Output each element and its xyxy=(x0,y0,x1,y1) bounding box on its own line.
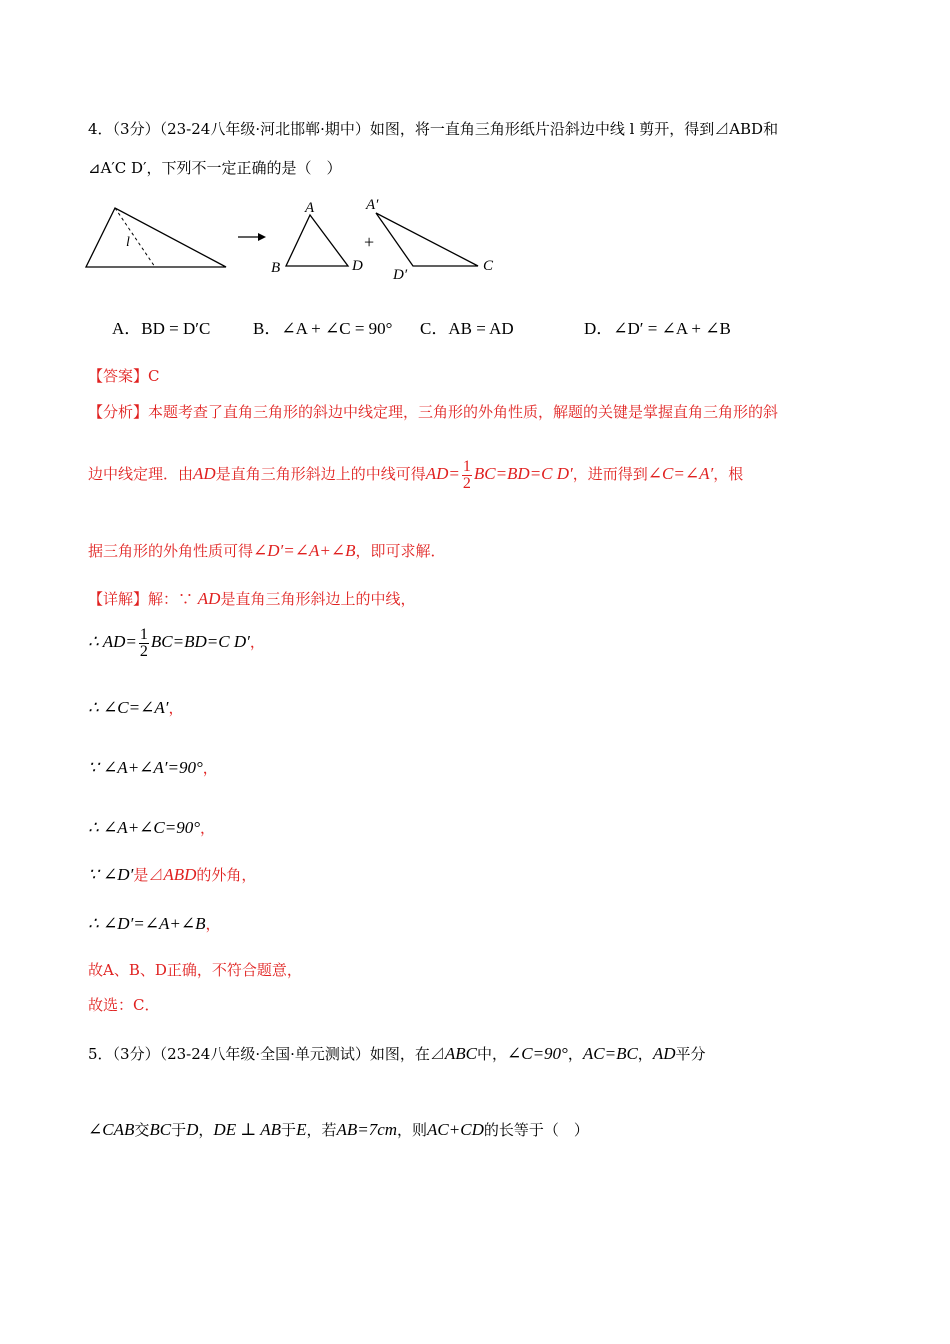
label-b: B xyxy=(271,260,281,276)
q5-line2: ∠CAB交BC于D，DE ⊥ AB于E，若AB=7cm，则AC+CD的长等于（ ） xyxy=(88,1120,589,1139)
label-l: l xyxy=(126,235,130,250)
q4-detail-line4: ∵ ∠A+∠A′=90°， xyxy=(88,758,218,777)
fraction-half: $\frac{1}{2}$ xyxy=(462,457,471,492)
original-triangle xyxy=(86,208,226,267)
q4-analysis-line3: 据三角形的外角性质可得∠D′=∠A+∠B，即可求解． xyxy=(88,541,446,560)
q4-analysis-line1: 【分析】本题考查了直角三角形的斜边中线定理，三角形的外角性质，解题的关键是掌握直角三角形的斜 xyxy=(88,403,779,421)
label-a-prime: A′ xyxy=(366,197,379,213)
q4-option-a[interactable]: A．BD = D′C xyxy=(112,319,211,338)
q4-stem-line2: ⊿A′C D′，下列不一定正确的是（ ） xyxy=(88,159,342,177)
q4-detail-line2: ∴ AD= $\frac{1}{2}$ BC=BD=C D′， xyxy=(88,625,265,660)
q4-option-d[interactable]: D．∠D′ = ∠A + ∠B xyxy=(584,319,731,338)
q4-detail-line5: ∴ ∠A+∠C=90°， xyxy=(88,818,216,837)
q4-stem-line1: 4．（3分）（23-24八年级·河北邯郸·期中）如图，将一直角三角形纸片沿斜边中线 l 剪开，得到⊿ABD和 xyxy=(88,120,779,138)
q4-detail-line1: 【详解】解：∵ AD是直角三角形斜边上的中线， xyxy=(88,589,416,608)
triangle-abd xyxy=(286,215,348,266)
q5-line1: 5．（3分）（23-24八年级·全国·单元测试）如图，在⊿ABC中，∠C=90°，AC=BC，AD平分 xyxy=(88,1044,706,1063)
median-line-l xyxy=(115,208,155,267)
q4-answer: 【答案】C xyxy=(88,367,160,385)
triangle-adc xyxy=(376,213,478,266)
q4-analysis-line2: 边中线定理．由AD是直角三角形斜边上的中线可得AD= $\frac{1}{2}$ BC=BD=C D′，进而得到∠C=∠A′，根 xyxy=(88,457,744,492)
q4-figure xyxy=(80,190,510,290)
label-c: C xyxy=(483,258,494,274)
label-d: D xyxy=(352,258,363,274)
plus-sign: + xyxy=(364,232,375,252)
q4-detail-line7: ∴ ∠D′=∠A+∠B， xyxy=(88,914,221,933)
q4-option-c[interactable]: C．AB = AD xyxy=(420,319,514,338)
q4-option-b[interactable]: B．∠A + ∠C = 90° xyxy=(253,319,393,338)
q4-detail-line6: ∵ ∠D′是⊿ABD的外角， xyxy=(88,865,257,884)
label-a: A xyxy=(305,200,315,216)
q4-detail-line3: ∴ ∠C=∠A′， xyxy=(88,698,184,717)
q4-conclusion: 故A、B、D正确，不符合题意， xyxy=(88,961,302,979)
q4-choose: 故选：C． xyxy=(88,996,160,1014)
label-d-prime: D′ xyxy=(393,267,408,283)
